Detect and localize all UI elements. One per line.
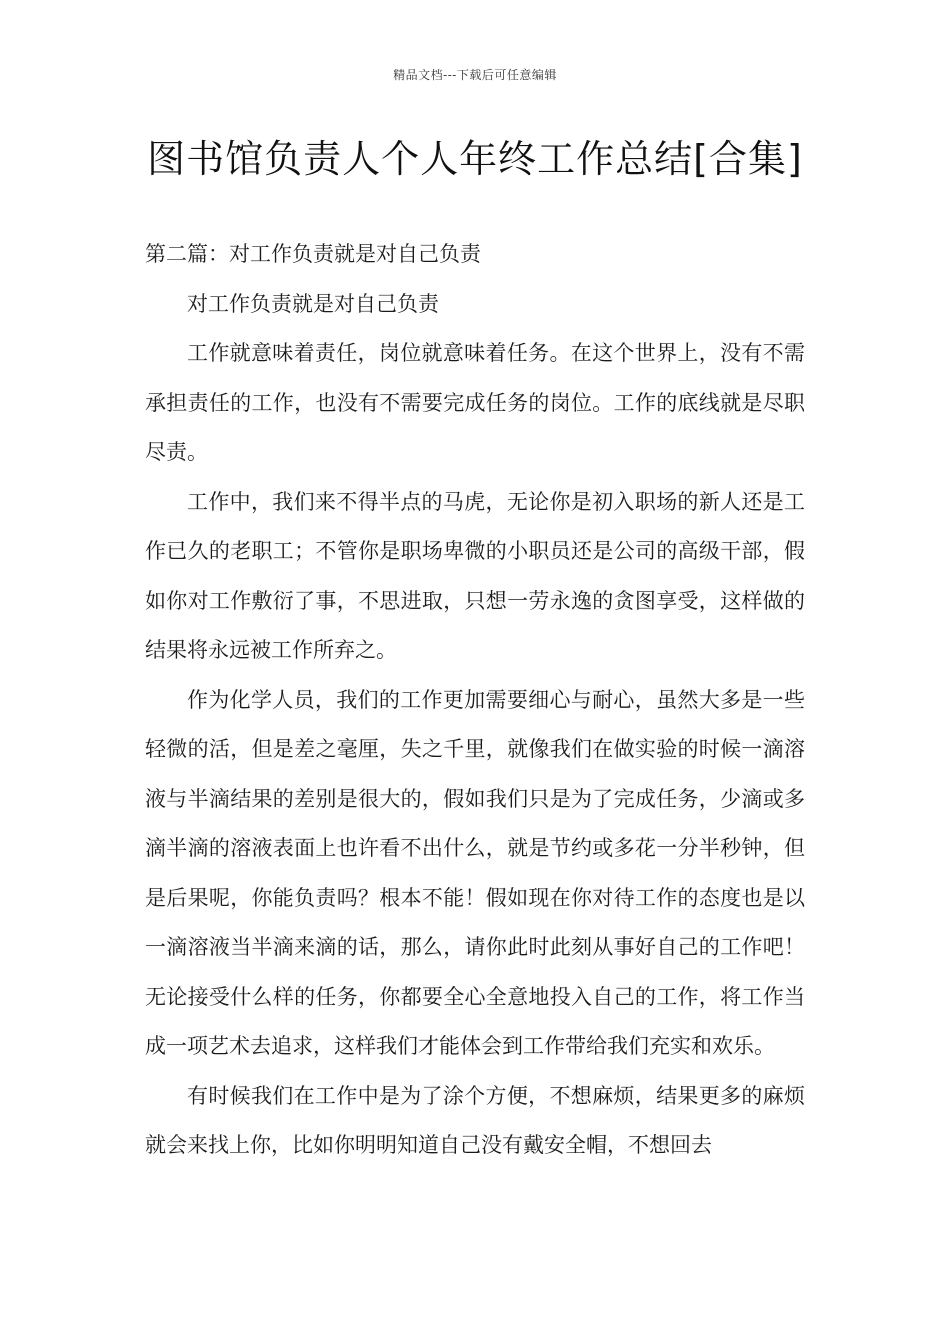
paragraph-subtitle: 对工作负责就是对自己负责	[187, 291, 439, 316]
paragraph: 工作中，我们来不得半点的马虎，无论你是初入职场的新人还是工作已久的老职工；不管你是职场卑微的小职员还是公司的高级干部，假如你对工作敷衍了事，不思进取，只想一劳永逸的贪图享受，这样做的结果将永远被工作所弃之。	[145, 489, 805, 662]
header-note: 精品文档---下载后可任意编辑	[393, 68, 557, 82]
section-heading: 第二篇：对工作负责就是对自己负责	[145, 242, 481, 266]
paragraph: 作为化学人员，我们的工作更加需要细心与耐心，虽然大多是一些轻微的活，但是差之毫厘，失之千里，就像我们在做实验的时候一滴溶液与半滴结果的差别是很大的，假如我们只是为了完成任务，少滴或多滴半滴的溶液表面上也许看不出什么，就是节约或多花一分半秒钟，但是后果呢，你能负责吗？根本不能！假如现在你对待工作的态度也是以一滴溶液当半滴来滴的话，那么，请你此时此刻从事好自己的工作吧！无论接受什么样的任务，你都要全心全意地投入自己的工作，将工作当成一项艺术去追求，这样我们才能体会到工作带给我们充实和欢乐。	[145, 687, 805, 1058]
document-body	[145, 230, 805, 1171]
document-title: 图书馆负责人个人年终工作总结[合集]	[147, 137, 803, 181]
paragraph: 有时候我们在工作中是为了涂个方便，不想麻烦，结果更多的麻烦就会来找上你，比如你明明知道自己没有戴安全帽，不想回去	[145, 1083, 805, 1157]
paragraph: 工作就意味着责任，岗位就意味着任务。在这个世界上，没有不需承担责任的工作，也没有不需要完成任务的岗位。工作的底线就是尽职尽责。	[145, 341, 805, 464]
